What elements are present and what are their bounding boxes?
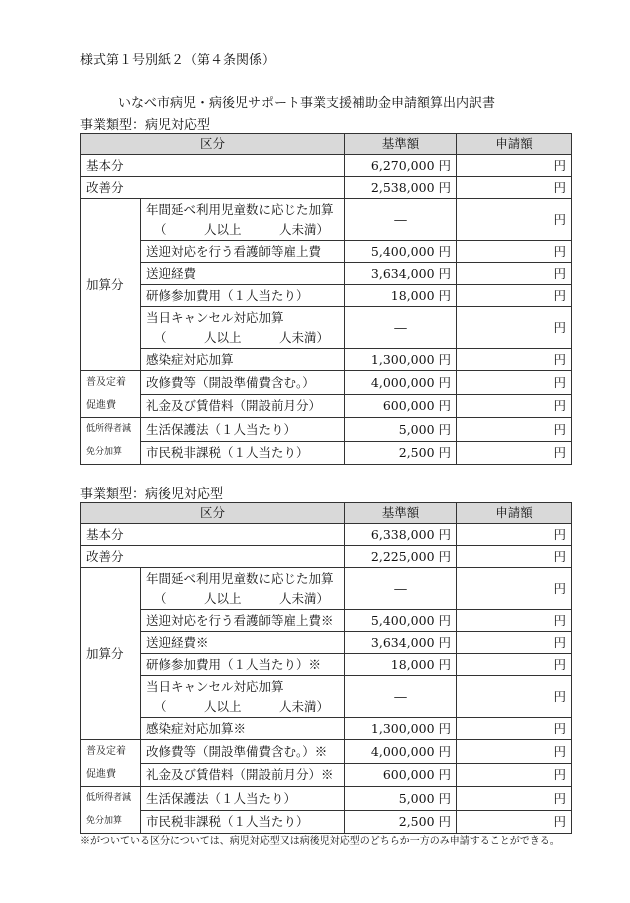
row-improvement-amount: 2,538,000 円 xyxy=(345,177,457,199)
row-deposit-label: 礼金及び賃借料（開設前月分）※ xyxy=(141,763,345,787)
row-welfare-label: 生活保護法（１人当たり） xyxy=(141,418,345,442)
header-application: 申請額 xyxy=(457,134,572,155)
lowincome-line1: 低所得者減 xyxy=(86,424,132,434)
row-basic-label: 基本分 xyxy=(81,524,345,546)
row-renovation-amount: 4,000,000 円 xyxy=(345,740,457,764)
row-annual-amount: ― xyxy=(345,199,457,241)
row-basic-application[interactable]: 円 xyxy=(457,155,572,177)
cancel-line2: （ 人以上 人未満） xyxy=(154,329,330,345)
document-title: いなべ市病児・病後児サポート事業支援補助金申請額算出内訳書 xyxy=(118,96,496,111)
row-nurse-amount: 5,400,000 円 xyxy=(345,610,457,632)
row-training-amount: 18,000 円 xyxy=(345,285,457,307)
lowincome-line1: 低所得者減 xyxy=(86,793,132,803)
row-annual-application[interactable]: 円 xyxy=(457,568,572,610)
row-taxfree-amount: 2,500 円 xyxy=(345,441,457,465)
row-welfare-application[interactable]: 円 xyxy=(457,787,572,811)
row-cancel-amount: ― xyxy=(345,307,457,349)
header-standard: 基準額 xyxy=(345,503,457,524)
cancel-line2: （ 人以上 人未満） xyxy=(154,698,330,714)
annual-line2: （ 人以上 人未満） xyxy=(154,221,330,237)
business-type-label-recovery: 事業類型：病後児対応型 xyxy=(80,487,224,502)
lowincome-category-label xyxy=(81,418,141,465)
lowincome-line2: 免分加算 xyxy=(86,816,123,826)
row-infection-amount: 1,300,000 円 xyxy=(345,718,457,740)
row-improvement-label: 改善分 xyxy=(81,546,345,568)
row-training-label: 研修参加費用（１人当たり） xyxy=(141,285,345,307)
promo-line2: 促進費 xyxy=(86,400,116,411)
row-welfare-application[interactable]: 円 xyxy=(457,418,572,442)
lowincome-line2: 免分加算 xyxy=(86,447,123,457)
row-transport-label: 送迎経費 xyxy=(141,263,345,285)
row-deposit-application[interactable]: 円 xyxy=(457,763,572,787)
row-transport-amount: 3,634,000 円 xyxy=(345,263,457,285)
addition-category-label: 加算分 xyxy=(81,568,141,740)
row-taxfree-application[interactable]: 円 xyxy=(457,441,572,465)
row-deposit-application[interactable]: 円 xyxy=(457,394,572,418)
row-infection-application[interactable]: 円 xyxy=(457,349,572,371)
cancel-line1: 当日キャンセル対応加算 xyxy=(146,309,284,325)
row-improvement-application[interactable]: 円 xyxy=(457,177,572,199)
addition-category-label: 加算分 xyxy=(81,199,141,371)
row-renovation-application[interactable]: 円 xyxy=(457,740,572,764)
promo-category-label xyxy=(81,740,141,787)
row-nurse-label: 送迎対応を行う看護師等雇上費※ xyxy=(141,610,345,632)
row-training-application[interactable]: 円 xyxy=(457,285,572,307)
footnote: ※がついている区分については、病児対応型又は病後児対応型のどちらか一方のみ申請することができる。 xyxy=(80,836,560,847)
row-taxfree-label: 市民税非課税（１人当たり） xyxy=(141,441,345,465)
promo-line1: 普及定着 xyxy=(86,746,126,757)
row-annual-label xyxy=(141,199,345,241)
row-annual-application[interactable]: 円 xyxy=(457,199,572,241)
application-table-recovery xyxy=(80,502,572,834)
row-improvement-label: 改善分 xyxy=(81,177,345,199)
row-infection-application[interactable]: 円 xyxy=(457,718,572,740)
annual-line1: 年間延べ利用児童数に応じた加算 xyxy=(146,570,334,586)
row-renovation-label: 改修費等（開設準備費含む。） xyxy=(141,371,345,395)
row-deposit-amount: 600,000 円 xyxy=(345,763,457,787)
row-infection-label: 感染症対応加算※ xyxy=(141,718,345,740)
row-training-amount: 18,000 円 xyxy=(345,654,457,676)
row-deposit-label: 礼金及び賃借料（開設前月分） xyxy=(141,394,345,418)
row-renovation-amount: 4,000,000 円 xyxy=(345,371,457,395)
row-deposit-amount: 600,000 円 xyxy=(345,394,457,418)
promo-line2: 促進費 xyxy=(86,769,116,780)
row-welfare-amount: 5,000 円 xyxy=(345,787,457,811)
row-taxfree-amount: 2,500 円 xyxy=(345,810,457,834)
row-annual-label xyxy=(141,568,345,610)
row-transport-application[interactable]: 円 xyxy=(457,263,572,285)
row-renovation-application[interactable]: 円 xyxy=(457,371,572,395)
row-cancel-label xyxy=(141,307,345,349)
row-welfare-label: 生活保護法（１人当たり） xyxy=(141,787,345,811)
row-basic-amount: 6,270,000 円 xyxy=(345,155,457,177)
row-transport-application[interactable]: 円 xyxy=(457,632,572,654)
row-cancel-label xyxy=(141,676,345,718)
cancel-line1: 当日キャンセル対応加算 xyxy=(146,678,284,694)
row-improvement-amount: 2,225,000 円 xyxy=(345,546,457,568)
row-taxfree-application[interactable]: 円 xyxy=(457,810,572,834)
row-nurse-application[interactable]: 円 xyxy=(457,610,572,632)
row-transport-amount: 3,634,000 円 xyxy=(345,632,457,654)
form-number: 様式第１号別紙２（第４条関係） xyxy=(80,53,276,68)
promo-category-label xyxy=(81,371,141,418)
application-table-sick xyxy=(80,133,572,465)
row-taxfree-label: 市民税非課税（１人当たり） xyxy=(141,810,345,834)
row-improvement-application[interactable]: 円 xyxy=(457,546,572,568)
row-infection-label: 感染症対応加算 xyxy=(141,349,345,371)
row-training-application[interactable]: 円 xyxy=(457,654,572,676)
promo-line1: 普及定着 xyxy=(86,377,126,388)
header-application: 申請額 xyxy=(457,503,572,524)
row-basic-label: 基本分 xyxy=(81,155,345,177)
row-nurse-amount: 5,400,000 円 xyxy=(345,241,457,263)
header-standard: 基準額 xyxy=(345,134,457,155)
row-nurse-application[interactable]: 円 xyxy=(457,241,572,263)
business-type-label-sick: 事業類型：病児対応型 xyxy=(80,118,211,133)
row-cancel-application[interactable]: 円 xyxy=(457,676,572,718)
row-renovation-label: 改修費等（開設準備費含む。）※ xyxy=(141,740,345,764)
row-cancel-amount: ― xyxy=(345,676,457,718)
row-cancel-application[interactable]: 円 xyxy=(457,307,572,349)
header-category: 区分 xyxy=(81,134,345,155)
row-infection-amount: 1,300,000 円 xyxy=(345,349,457,371)
row-basic-amount: 6,338,000 円 xyxy=(345,524,457,546)
row-transport-label: 送迎経費※ xyxy=(141,632,345,654)
row-basic-application[interactable]: 円 xyxy=(457,524,572,546)
lowincome-category-label xyxy=(81,787,141,834)
row-nurse-label: 送迎対応を行う看護師等雇上費 xyxy=(141,241,345,263)
row-training-label: 研修参加費用（１人当たり）※ xyxy=(141,654,345,676)
row-welfare-amount: 5,000 円 xyxy=(345,418,457,442)
annual-line2: （ 人以上 人未満） xyxy=(154,590,330,606)
annual-line1: 年間延べ利用児童数に応じた加算 xyxy=(146,201,334,217)
header-category: 区分 xyxy=(81,503,345,524)
row-annual-amount: ― xyxy=(345,568,457,610)
